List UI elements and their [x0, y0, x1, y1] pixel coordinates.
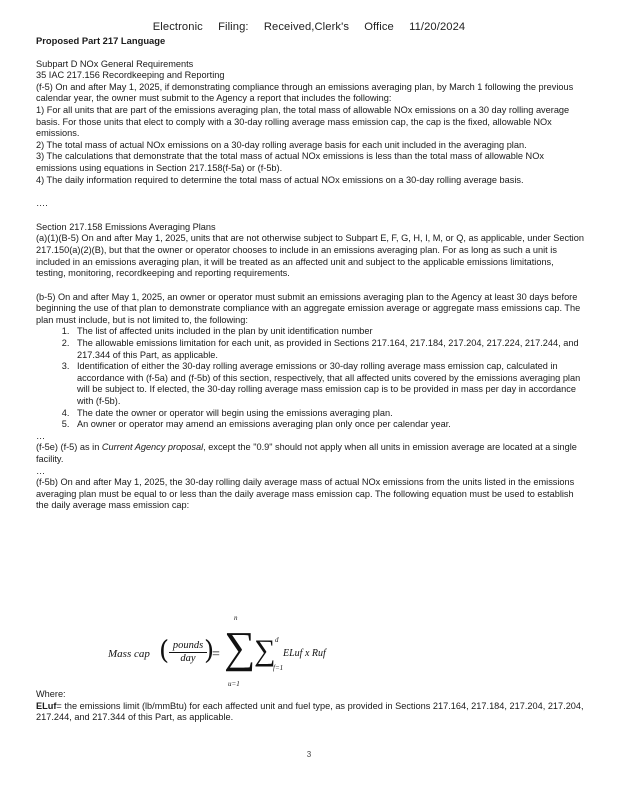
sum1-upper-limit: n: [234, 614, 238, 622]
section-156-heading: 35 IAC 217.156 Recordkeeping and Reporting: [36, 70, 225, 81]
ellipsis: …: [36, 465, 46, 476]
f5-item-4: 4) The daily information required to determine the total mass of actual NOx emissions on a 30-day rolling average basis.: [36, 174, 524, 185]
sum1-lower-limit: u=1: [228, 680, 240, 688]
paragraph-f5: (f-5) On and after May 1, 2025, if demonstrating compliance through an emissions averaging plan, by March 1 following the previous calendar year, the owner must submit to the Agency a report that includes the following:: [36, 81, 574, 104]
sum2-lower-limit: f=1: [273, 664, 284, 672]
list-item: 5. An owner or operator may amend an emissions averaging plan only once per calendar year.: [72, 419, 584, 431]
el-symbol: ELuf: [36, 700, 57, 711]
sum-symbol-inner: ∑: [254, 634, 276, 667]
paragraph-f5e: [36, 442, 584, 465]
sum-symbol-outer: ∑: [224, 623, 256, 672]
close-paren: ): [204, 636, 215, 666]
stamp-part: Filing:: [218, 21, 249, 33]
f5-item-1: 1) For all units that are part of the emissions averaging plan, the total mass of allowable NOx emissions on a 30 day rolling average basis. For those units that elect to comply with a 30-day rolling average mass emission cap, the cap is the fixed, allowable NOx emissions.: [36, 104, 570, 139]
open-paren: (: [159, 636, 170, 666]
units-fraction: [169, 640, 207, 664]
stamp-part: Received,Clerk's: [263, 21, 350, 33]
f5-item-3: 3) The calculations that demonstrate that the total mass of actual NOx emissions is less than the total mass of allowable NOx emissions using equations in Section 217.158(f-5a) or (f-5b).: [36, 151, 544, 173]
paragraph-b5: (b-5) On and after May 1, 2025, an owner or operator must submit an emissions averaging plan to the Agency at least 30 days before beginning the use of that plan to demonstrate compliance with an aggregate emission average or aggregate mass emissions cap. The plan must include, but is not limited to, the following:: [36, 291, 581, 325]
b5-list: [36, 326, 584, 430]
equation-term: ELuf x Ruf: [283, 648, 326, 659]
page-number: 3: [306, 750, 312, 759]
fraction-numerator: pounds: [169, 640, 207, 653]
stamp-part: 11/20/2024: [409, 21, 466, 33]
paragraph-a1b5: (a)(1)(B-5) On and after May 1, 2025, units that are not otherwise subject to Subpart E, F, G, H, I, M, or Q, as applicable, under Section 217.150(a)(2)(B), but that the owner or operator chooses to include in an emissions averaging plan. For as long as such a unit is included in an emissions averaging plan, it will be treated as an affected unit and subject to the applicable emissions limitations, testing, monitoring, recordkeeping and reporting requirements.: [36, 233, 584, 279]
ellipsis: ….: [36, 198, 48, 209]
subpart-heading: Subpart D NOx General Requirements: [36, 58, 194, 69]
fraction-denominator: day: [180, 653, 196, 664]
definitions: [36, 689, 584, 724]
list-item: 4. The date the owner or operator will begin using the emissions averaging plan.: [72, 408, 584, 420]
equation-lhs: Mass cap: [108, 648, 150, 660]
doc-title: Proposed Part 217 Language: [36, 35, 166, 46]
mass-cap-equation: [108, 612, 388, 694]
f5e-emphasis: Current Agency proposal: [101, 442, 204, 453]
sum2-upper-limit: d: [275, 636, 279, 644]
definition-el: [36, 701, 584, 724]
f5-item-2: 2) The total mass of actual NOx emissions on a 30-day rolling average basis for each unit included in the averaging plan.: [36, 139, 527, 150]
f5e-pre: (f-5e) (f-5) as in: [36, 442, 102, 453]
list-item: 3. Identification of either the 30-day rolling average emissions or 30-day rolling average mass emission cap, calculated in accordance with (f-5a) and (f-5b) of this section, respectively, that all affected units covered by the emissions averaging plan will be subject to. If elected, the 30-day rolling average mass emission cap is to be provided in mass per day in accordance with (f-5b).: [72, 361, 584, 407]
section-158-heading: Section 217.158 Emissions Averaging Plans: [36, 221, 216, 232]
where-label: Where:: [36, 689, 66, 699]
list-item: 2. The allowable emissions limitation for each unit, as provided in Sections 217.164, 217.184, 217.204, 217.224, 217.244, and 217.344 of this Part, as applicable.: [72, 338, 584, 361]
el-definition-text: = the emissions limit (lb/mmBtu) for each affected unit and fuel type, as provided in Sections 217.164, 217.184, 217.204, 217.204, 217.244, and 217.344 of this Part, as applicable.: [36, 700, 584, 723]
f5e-post: , except the "0.9" should not apply when all units in emission average are located at a single facility.: [36, 442, 577, 464]
stamp-part: Electronic: [152, 21, 203, 33]
paragraph-f5b: (f-5b) On and after May 1, 2025, the 30-day rolling daily average mass of actual NOx emissions from the units listed in the emissions averaging plan must be equal to or less than the daily average mass emission cap. The following equation must be used to establish the daily average mass emission cap:: [36, 477, 575, 511]
ellipsis: …: [36, 430, 46, 441]
document-body: [36, 35, 584, 512]
stamp-part: Office: [364, 21, 394, 33]
filing-stamp: [0, 21, 618, 33]
list-item: 1. The list of affected units included in the plan by unit identification number: [72, 326, 584, 338]
equals-sign: =: [212, 647, 220, 662]
